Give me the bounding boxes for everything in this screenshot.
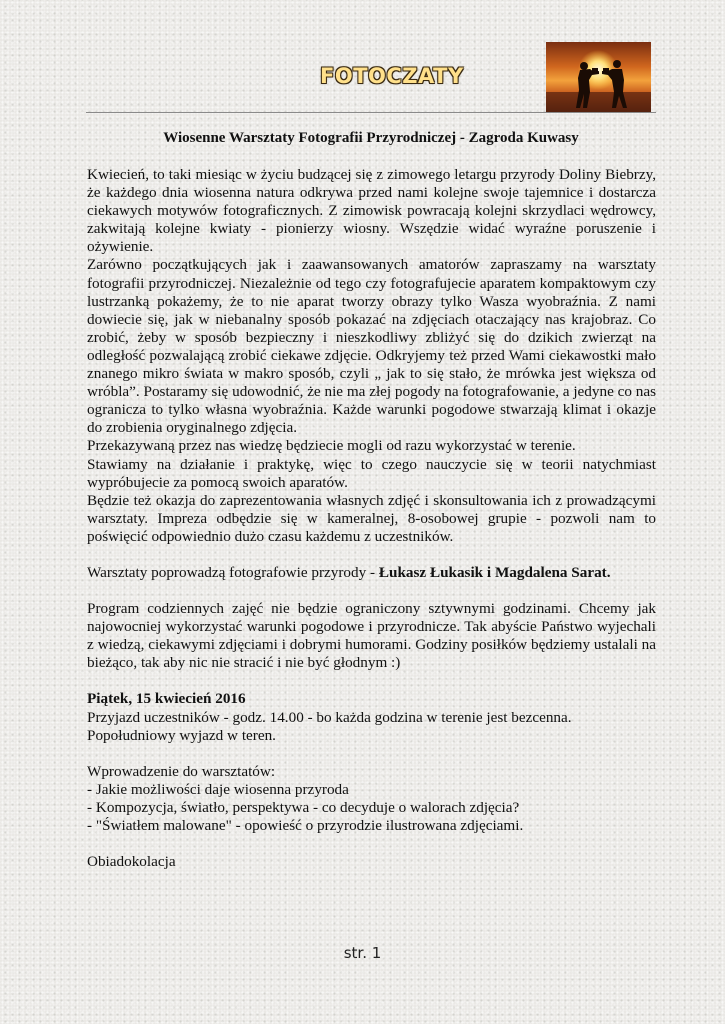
invitation-paragraph xyxy=(87,256,656,437)
text-line: będziemy ustalali na bieżąco, tak aby nic nie stracić i nie być głodnym :) xyxy=(87,636,657,672)
text-line: Program codziennych zajęć nie będzie ograniczony sztywnymi godzinami. Chcemy xyxy=(87,600,630,618)
text-line: jak najowocniej wykorzystać warunki pogodowe i przyrodnicze. Tak abyście Państwo xyxy=(87,600,657,636)
practice-paragraph xyxy=(87,456,656,492)
agenda-item: - Jakie możliwości daje wiosenna przyroda xyxy=(87,780,349,798)
header-rule xyxy=(86,112,656,113)
day-heading-text: Piątek, 15 kwiecień 2016 xyxy=(87,690,246,708)
day-line: Popołudniowy wyjazd w teren. xyxy=(87,726,276,744)
agenda-item: - Kompozycja, światło, perspektywa - co decyduje o walorach zdjęcia? xyxy=(87,798,520,816)
meal-line: Obiadokolacja xyxy=(87,853,176,871)
text-line: Zarówno początkujących jak i zaawansowanych amatorów zapraszamy na xyxy=(87,256,588,274)
text-line: Biebrzy, że każdego dnia wiosenna natura odkrywa przed nami kolejne swoje xyxy=(87,166,656,202)
page-number: str. 1 xyxy=(343,944,382,962)
intro-paragraph xyxy=(87,166,656,256)
header-logo-image xyxy=(546,42,651,112)
leaders-names: Łukasz Łukasik i Magdalena Sarat. xyxy=(378,563,611,581)
text-line: złej pogody na fotografowanie, a jedyne co nas ogranicza to tylko własna wyobraźnia. xyxy=(87,383,657,419)
text-line: wypróbujecie za pomocą swoich aparatów. xyxy=(87,473,348,491)
text-line: warsztaty fotografii przyrodniczej. Niezależnie od tego czy fotografujecie aparatem xyxy=(87,256,656,292)
photographers-silhouette-sunset-icon xyxy=(546,42,651,112)
text-line: wyjechali z wiedzą, ciekawymi zdjęciami i dobrymi humorami. Godziny posiłków xyxy=(87,618,656,654)
text-line: to się stało, że mrówka jest większa od wróbla”. Postaramy się udowodnić, że nie ma xyxy=(87,365,657,401)
intro-workshop-title: Wprowadzenie do warsztatów: xyxy=(87,762,276,780)
text-line: kompaktowym czy lustrzanką pokażemy, że to nie aparat tworzy obrazy tylko Wasza xyxy=(87,274,656,310)
day-line: Przyjazd uczestników - godz. 14.00 - bo każda godzina w terenie jest bezcenna. xyxy=(87,708,572,726)
text-line: Kwiecień, to taki miesiąc w życiu budzącej się z zimowego letargu przyrody Doliny xyxy=(87,166,602,183)
text-line: otaczający nas krajobraz. Co zrobić, żeby w sposób bezpieczny i nieszkodliwy zbliżyć xyxy=(87,310,657,346)
header-title: FOTOCZATY xyxy=(320,64,464,88)
text-line: widać wyraźne poruszenie i ożywienie. xyxy=(87,220,656,256)
text-line: się do dzikich zwierząt na odległość pozwalającą zrobić ciekawe zdjęcie. Odkryjemy xyxy=(87,328,656,364)
text-line: zdjęcia. xyxy=(250,419,298,437)
leaders-paragraph xyxy=(87,564,656,582)
program-paragraph xyxy=(87,600,656,672)
document-heading: Wiosenne Warsztaty Fotografii Przyrodniczej - Zagroda Kuwasy xyxy=(163,130,579,146)
text-line: Będzie też okazja do zaprezentowania własnych zdjęć i skonsultowania ich z xyxy=(87,491,563,509)
text-line: pozwoli nam to poświęcić odpowiednio dużo czasu każdemu z uczestników. xyxy=(87,509,657,545)
text-line: tajemnice i dostarcza ciekawych motywów fotograficznych. Z zimowisk powracają xyxy=(87,184,657,220)
document-body xyxy=(87,166,656,871)
text-line: prowadzącymi warsztaty. Impreza odbędzie się w kameralnej, 8-osobowej grupie - xyxy=(87,491,656,527)
agenda-item: - "Światłem malowane" - opowieść o przyrodzie ilustrowana zdjęciami. xyxy=(87,817,524,834)
leaders-prefix: Warsztaty poprowadzą fotografowie przyrody - xyxy=(87,563,379,581)
text-line: też przed Wami ciekawostki mało znanego mikro świata w makro sposób, czyli „ jak xyxy=(87,346,656,383)
text-line: Stawiamy na działanie i praktykę, więc to czego nauczycie się w teorii natychmiast xyxy=(87,455,656,473)
text-line: Każde warunki pogodowe stwarzają klimat i okazje do zrobienia oryginalnego xyxy=(87,401,657,437)
group-paragraph xyxy=(87,492,656,546)
text-line: kolejni skrzydlaci wędrowcy, zakwitają kolejne kwiaty - pionierzy wiosny. Wszędzie xyxy=(87,202,656,238)
knowledge-paragraph: Przekazywaną przez nas wiedzę będziecie mogli od razu wykorzystać w terenie. xyxy=(87,437,576,455)
day-heading xyxy=(87,690,656,708)
text-line: wyobraźnia. Z nami dowiecie się, jak w niebanalny sposób pokazać na zdjęciach xyxy=(87,292,656,328)
